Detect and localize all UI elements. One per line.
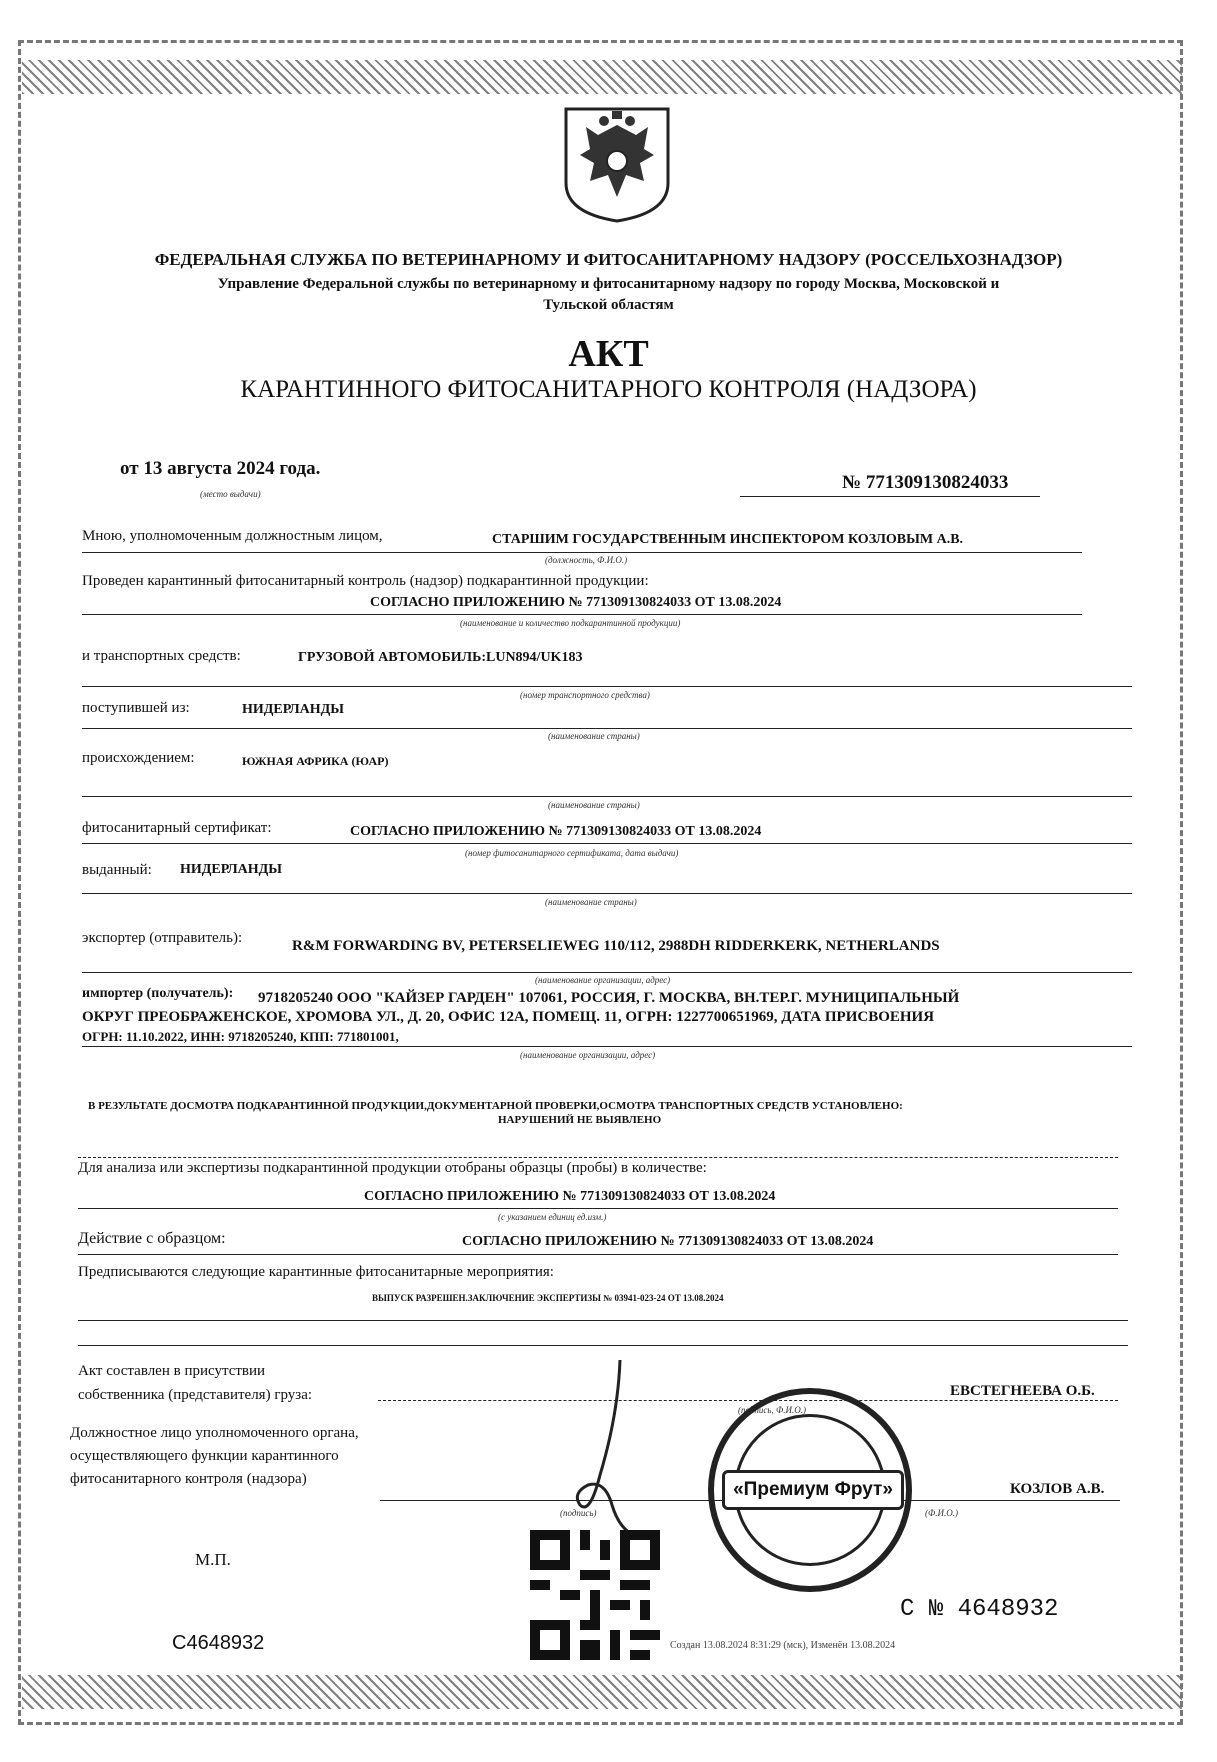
number-underline [740,496,1040,497]
inspector-label: Мною, уполномоченным должностным лицом, [82,528,383,544]
serial-number-right: С № 4648932 [900,1596,1059,1623]
certificate-value: СОГЛАСНО ПРИЛОЖЕНИЮ № 771309130824033 ОТ 13.08.2024 [350,824,762,839]
act-date-hint: (место выдачи) [200,489,261,499]
transport-label: и транспортных средств: [82,648,241,664]
footer-note: Создан 13.08.2024 8:31:29 (мск), Изменён 13.08.2024 [670,1640,896,1651]
exporter-value: R&M FORWARDING BV, PETERSELIEWEG 110/112, 2988DH RIDDERKERK, NETHERLANDS [292,938,940,954]
measures-underline-2 [78,1345,1128,1346]
official-signature-hint: (подпись) [560,1508,597,1518]
owner-hint: (подпись, Ф.И.О.) [738,1405,807,1415]
exporter-hint: (наименование организации, адрес) [535,975,671,985]
measures-underline-1 [78,1320,1128,1321]
origin-value: ЮЖНАЯ АФРИКА (ЮАР) [242,754,389,768]
transport-hint: (номер транспортного средства) [520,690,650,700]
result-line-1: В РЕЗУЛЬТАТЕ ДОСМОТРА ПОДКАРАНТИННОЙ ПРОДУКЦИИ,ДОКУМЕНТАРНОЙ ПРОВЕРКИ,ОСМОТРА ТРАНСПОРТНЫХ СРЕДСТВ УСТАНОВЛЕНО: [88,1100,903,1112]
measures-value: ВЫПУСК РАЗРЕШЕН.ЗАКЛЮЧЕНИЕ ЭКСПЕРТИЗЫ № 03941-023-24 ОТ 13.08.2024 [372,1293,724,1303]
department-line-2: Тульской областям [543,297,674,313]
coat-of-arms-emblem [560,105,674,225]
samples-hint: (с указанием единиц ед.изм.) [498,1212,607,1222]
issued-underline [82,893,1132,894]
measures-label: Предписываются следующие карантинные фитосанитарные мероприятия: [78,1264,554,1280]
origin-label: происхождением: [82,750,195,766]
official-line-3: фитосанитарного контроля (надзора) [70,1471,307,1487]
from-label: поступившей из: [82,700,190,716]
sample-action-underline [78,1254,1118,1255]
official-name-hint: (Ф.И.О.) [925,1508,958,1518]
samples-label: Для анализа или экспертизы подкарантинной продукции отобраны образцы (пробы) в количестве: [78,1160,707,1176]
certificate-label: фитосанитарный сертификат: [82,820,272,836]
inspector-value: СТАРШИМ ГОСУДАРСТВЕННЫМ ИНСПЕКТОРОМ КОЗЛОВЫМ А.В. [492,532,964,547]
official-line-2: осуществляющего функции карантинного [70,1448,339,1464]
from-value: НИДЕРЛАНДЫ [242,702,345,717]
importer-underline [82,1046,1132,1047]
importer-line-1: 9718205240 ООО "КАЙЗЕР ГАРДЕН" 107061, РОССИЯ, Г. МОСКВА, ВН.ТЕР.Г. МУНИЦИПАЛЬНЫЙ [258,990,960,1006]
certificate-underline [82,843,1132,844]
issued-value: НИДЕРЛАНДЫ [180,862,283,877]
owner-label-line-2: собственника (представителя) груза: [78,1387,313,1403]
importer-line-3: ОГРН: 11.10.2022, ИНН: 9718205240, КПП: 771801001, [82,1029,399,1044]
official-name: КОЗЛОВ А.В. [1010,1481,1105,1497]
act-subtitle: КАРАНТИННОГО ФИТОСАНИТАРНОГО КОНТРОЛЯ (НАДЗОРА) [240,376,977,403]
origin-underline [82,796,1132,797]
exporter-label: экспортер (отправитель): [82,930,243,946]
transport-underline [82,686,1132,687]
qr-code [530,1530,660,1660]
exporter-underline [82,972,1132,973]
act-title: АКТ [568,333,649,375]
samples-value: СОГЛАСНО ПРИЛОЖЕНИЮ № 771309130824033 ОТ 13.08.2024 [364,1189,776,1204]
act-number: № 771309130824033 [842,472,1009,493]
agency-name: ФЕДЕРАЛЬНАЯ СЛУЖБА ПО ВЕТЕРИНАРНОМУ И ФИТОСАНИТАРНОМУ НАДЗОРУ (РОССЕЛЬХОЗНАДЗОР) [154,250,1063,269]
transport-value: ГРУЗОВОЙ АВТОМОБИЛЬ:LUN894/UK183 [298,650,583,665]
inspector-underline [82,552,1082,553]
issued-label: выданный: [82,862,152,878]
origin-hint: (наименование страны) [548,800,640,810]
seal-place-mark: М.П. [195,1550,231,1569]
samples-underline [78,1208,1118,1209]
issued-hint: (наименование страны) [545,897,637,907]
sample-action-label: Действие с образцом: [78,1230,226,1247]
inspector-hint: (должность, Ф.И.О.) [545,555,628,565]
control-label: Проведен карантинный фитосанитарный контроль (надзор) подкарантинной продукции: [82,573,649,589]
control-underline [82,614,1082,615]
owner-label-line-1: Акт составлен в присутствии [78,1363,266,1379]
owner-name: ЕВСТЕГНЕЕВА О.Б. [950,1383,1095,1399]
importer-line-2: ОКРУГ ПРЕОБРАЖЕНСКОЕ, ХРОМОВА УЛ., Д. 20, ОФИС 12А, ПОМЕЩ. 11, ОГРН: 1227700651969, ДАТА ПРИСВОЕНИЯ [82,1009,935,1025]
company-round-stamp [708,1388,912,1592]
certificate-hint: (номер фитосанитарного сертификата, дата выдачи) [465,848,679,858]
stamp-brand: «Премиум Фрут» [722,1470,904,1510]
owner-signature-line [378,1400,1118,1401]
department-line-1: Управление Федеральной службы по ветеринарному и фитосанитарному надзору по городу Москва, Московской и [217,276,1000,292]
sample-action-value: СОГЛАСНО ПРИЛОЖЕНИЮ № 771309130824033 ОТ 13.08.2024 [462,1234,874,1249]
importer-hint: (наименование организации, адрес) [520,1050,656,1060]
result-line-2: НАРУШЕНИЙ НЕ ВЫЯВЛЕНО [498,1114,662,1126]
official-line-1: Должностное лицо уполномоченного органа, [70,1425,359,1441]
control-hint: (наименование и количество подкарантинной продукции) [460,618,681,628]
serial-number-left: C4648932 [172,1632,265,1654]
from-hint: (наименование страны) [548,731,640,741]
samples-top-line [78,1157,1118,1158]
act-date: от 13 августа 2024 года. [120,458,321,479]
from-underline [82,728,1132,729]
importer-label: импортер (получатель): [82,986,234,1001]
control-value: СОГЛАСНО ПРИЛОЖЕНИЮ № 771309130824033 ОТ 13.08.2024 [370,595,782,610]
